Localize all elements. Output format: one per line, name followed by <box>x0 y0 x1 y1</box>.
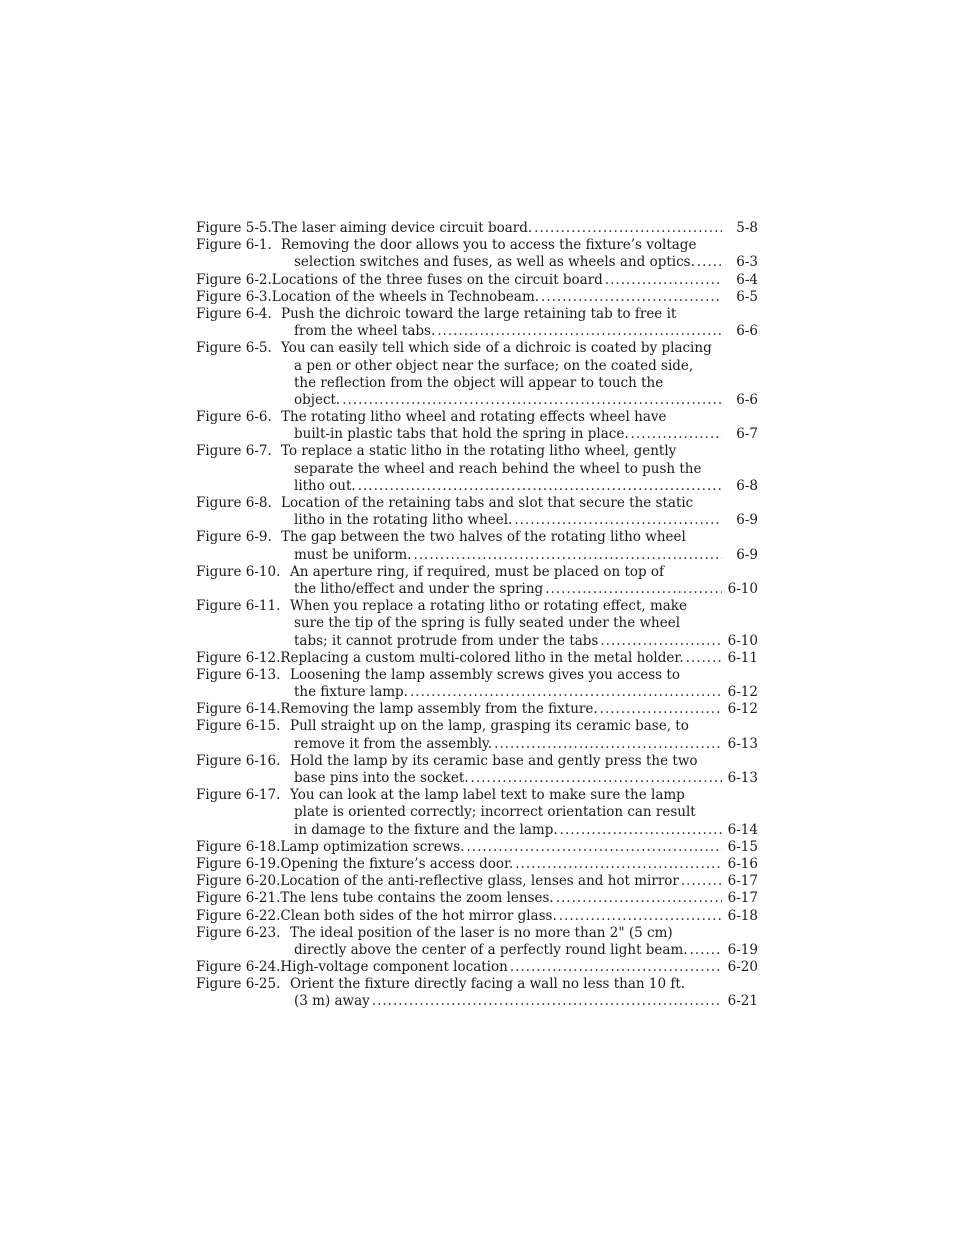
figure-entry-first-line <box>196 272 758 289</box>
figure-caption-text: tabs; it cannot protrude from under the tabs <box>294 632 599 649</box>
figure-caption-text: Hold the lamp by its ceramic base and gently press the two <box>290 752 698 769</box>
page-number: 6-8 <box>736 477 758 494</box>
figure-caption-text: Locations of the three fuses on the circuit board <box>271 271 603 288</box>
page-number: 5-8 <box>736 220 758 236</box>
figure-label: Figure 6-8. <box>196 495 272 511</box>
figure-entry-first-line <box>196 856 758 873</box>
figure-entry[interactable] <box>196 495 758 529</box>
figure-entry[interactable] <box>196 787 758 839</box>
figure-entry-first-line <box>196 529 758 546</box>
page-number: 6-3 <box>736 254 758 271</box>
dot-leader <box>600 701 722 718</box>
dot-leader <box>342 392 722 409</box>
dot-leader <box>631 426 722 443</box>
figure-entry-first-line <box>196 409 758 426</box>
dot-leader <box>690 942 722 959</box>
figure-caption-text: sure the tip of the spring is fully seated under the wheel <box>294 615 681 632</box>
figure-entry-first-line <box>196 839 758 856</box>
dot-leader <box>556 890 722 907</box>
figure-caption-text: Location of the anti-reflective glass, lenses and hot mirror <box>280 873 679 890</box>
dot-leader <box>559 908 722 925</box>
figure-caption-text: plate is oriented correctly; incorrect orientation can result <box>294 804 696 821</box>
figure-entry-continuation <box>196 581 758 598</box>
figure-entry-continuation <box>196 323 758 340</box>
figure-caption-text: Lamp optimization screws. <box>280 838 465 855</box>
dot-leader <box>541 289 722 306</box>
figure-entry-continuation <box>196 478 758 495</box>
dot-leader <box>510 959 722 976</box>
figure-label: Figure 6-6. <box>196 409 272 426</box>
figure-entry-continuation <box>196 461 758 478</box>
figure-caption-text: separate the wheel and reach behind the wheel to push the <box>294 460 702 477</box>
figure-entry-first-line <box>196 701 758 718</box>
figure-entry[interactable] <box>196 598 758 650</box>
figure-entry-first-line <box>196 306 758 323</box>
figure-caption-text: (3 m) away <box>294 993 370 1010</box>
figure-entry[interactable] <box>196 564 758 598</box>
page-number: 6-9 <box>736 546 758 563</box>
figure-caption-text: base pins into the socket. <box>294 770 469 786</box>
figure-entry-continuation <box>196 942 758 959</box>
figure-entry-first-line <box>196 650 758 667</box>
figure-label: Figure 6-1. <box>196 237 272 254</box>
page-number: 6-12 <box>727 701 758 718</box>
page-number: 6-12 <box>727 684 758 701</box>
figure-entry-first-line <box>196 443 758 460</box>
page-number: 6-9 <box>736 512 758 529</box>
figure-entry-continuation <box>196 358 758 375</box>
page-number: 6-10 <box>727 632 758 649</box>
figure-entry-continuation <box>196 822 758 839</box>
figure-entry[interactable] <box>196 443 758 495</box>
figure-entry-continuation <box>196 633 758 650</box>
dot-leader <box>686 650 722 667</box>
figure-entry[interactable] <box>196 289 758 306</box>
figure-label: Figure 5-5. <box>196 220 272 236</box>
figure-caption-text: remove it from the assembly. <box>294 735 493 752</box>
figure-caption-text: selection switches and fuses, as well as wheels and optics. <box>294 254 695 271</box>
dot-leader <box>515 856 722 873</box>
figure-label: Figure 6-3. <box>196 288 272 305</box>
dot-leader <box>494 736 722 753</box>
figure-caption-text: Replacing a custom multi-colored litho in the metal holder. <box>280 649 684 666</box>
figure-caption-text: must be uniform. <box>294 546 412 563</box>
figure-entry-first-line <box>196 908 758 925</box>
dot-leader <box>545 581 722 598</box>
figure-label: Figure 6-10. <box>196 563 281 580</box>
figure-caption-text: the litho/effect and under the spring <box>294 580 544 597</box>
figure-caption-text: Location of the wheels in Technobeam. <box>271 288 540 305</box>
dot-leader <box>372 993 722 1010</box>
figure-entry-first-line <box>196 667 758 684</box>
figure-entry-first-line <box>196 289 758 306</box>
figure-caption-text: litho in the rotating litho wheel. <box>294 512 513 529</box>
page-number: 6-13 <box>727 770 758 786</box>
page-number: 6-17 <box>727 890 758 907</box>
figure-entry[interactable] <box>196 718 758 752</box>
figure-entry[interactable] <box>196 753 758 787</box>
figure-label: Figure 6-11. <box>196 598 281 615</box>
figure-caption-text: You can easily tell which side of a dichroic is coated by placing <box>281 340 712 357</box>
dot-leader <box>605 272 722 289</box>
dot-leader <box>437 323 722 340</box>
figure-caption-text: in damage to the fixture and the lamp. <box>294 821 558 838</box>
figure-entry-continuation <box>196 804 758 821</box>
figure-entry-continuation <box>196 512 758 529</box>
figure-entry-first-line <box>196 564 758 581</box>
figure-caption-text: Removing the door allows you to access the fixture’s voltage <box>281 237 697 254</box>
figure-caption-text: The gap between the two halves of the rotating litho wheel <box>281 529 686 546</box>
figure-entry[interactable] <box>196 925 758 959</box>
figure-entry[interactable] <box>196 701 758 718</box>
list-of-figures <box>196 220 758 1011</box>
dot-leader <box>560 822 722 839</box>
page-number: 6-11 <box>727 649 758 666</box>
figure-label: Figure 6-18. <box>196 838 281 855</box>
figure-caption-text: Loosening the lamp assembly screws gives you access to <box>290 666 680 683</box>
page-number: 6-18 <box>727 907 758 924</box>
figure-entry[interactable] <box>196 306 758 340</box>
figure-entry-first-line <box>196 718 758 735</box>
dot-leader <box>358 478 722 495</box>
figure-entry-continuation <box>196 736 758 753</box>
figure-entry[interactable] <box>196 890 758 907</box>
figure-label: Figure 6-12. <box>196 649 281 666</box>
figure-label: Figure 6-23. <box>196 924 281 941</box>
figure-caption-text: Opening the fixture’s access door. <box>280 855 514 872</box>
figure-label: Figure 6-7. <box>196 443 272 460</box>
figure-entry[interactable] <box>196 529 758 563</box>
figure-caption-text: directly above the center of a perfectly round light beam. <box>294 941 688 958</box>
figure-entry-first-line <box>196 925 758 942</box>
figure-caption-text: The laser aiming device circuit board. <box>271 220 533 236</box>
page-number: 6-4 <box>736 271 758 288</box>
figure-caption-text: object. <box>294 391 341 408</box>
figure-entry-first-line <box>196 220 758 237</box>
figure-label: Figure 6-25. <box>196 976 281 993</box>
figure-entry[interactable] <box>196 959 758 976</box>
figure-entry-continuation <box>196 547 758 564</box>
figure-caption-text: a pen or other object near the surface; on the coated side, <box>294 357 694 374</box>
figure-label: Figure 6-14. <box>196 701 281 718</box>
dot-leader <box>534 220 722 237</box>
figure-entry-continuation <box>196 392 758 409</box>
figure-entry[interactable] <box>196 908 758 925</box>
figure-caption-text: Removing the lamp assembly from the fixture. <box>280 701 598 718</box>
figure-caption-text: from the wheel tabs. <box>294 323 436 340</box>
figure-label: Figure 6-21. <box>196 890 281 907</box>
dot-leader <box>471 770 722 787</box>
figure-caption-text: The ideal position of the laser is no more than 2" (5 cm) <box>290 924 673 941</box>
figure-label: Figure 6-9. <box>196 529 272 546</box>
figure-entry[interactable] <box>196 856 758 873</box>
figure-caption-text: High-voltage component location <box>280 959 508 976</box>
dot-leader <box>466 839 722 856</box>
figure-caption-text: You can look at the lamp label text to make sure the lamp <box>290 787 685 804</box>
figure-caption-text: Clean both sides of the hot mirror glass. <box>280 907 557 924</box>
page-number: 6-5 <box>736 288 758 305</box>
figure-entry[interactable] <box>196 409 758 443</box>
page-number: 6-19 <box>727 941 758 958</box>
figure-entry-continuation <box>196 254 758 271</box>
figure-caption-text: To replace a static litho in the rotating litho wheel, gently <box>281 443 677 460</box>
page-number: 6-16 <box>727 855 758 872</box>
figure-entry[interactable] <box>196 272 758 289</box>
page-number: 6-17 <box>727 873 758 890</box>
figure-entry-first-line <box>196 753 758 770</box>
figure-entry-continuation <box>196 615 758 632</box>
figure-label: Figure 6-20. <box>196 873 281 890</box>
figure-label: Figure 6-16. <box>196 752 281 769</box>
figure-entry[interactable] <box>196 340 758 409</box>
figure-entry-first-line <box>196 340 758 357</box>
figure-entry[interactable] <box>196 237 758 271</box>
dot-leader <box>413 547 722 564</box>
dot-leader <box>600 633 722 650</box>
figure-entry[interactable] <box>196 220 758 237</box>
dot-leader <box>514 512 722 529</box>
figure-caption-text: Push the dichroic toward the large retaining tab to free it <box>281 305 677 322</box>
figure-caption-text: the fixture lamp. <box>294 684 408 701</box>
figure-entry-continuation <box>196 375 758 392</box>
dot-leader <box>697 254 722 271</box>
page-number: 6-7 <box>736 426 758 443</box>
figure-label: Figure 6-22. <box>196 907 281 924</box>
figure-entry-first-line <box>196 976 758 993</box>
figure-entry-first-line <box>196 598 758 615</box>
page-number: 6-13 <box>727 735 758 752</box>
dot-leader <box>410 684 722 701</box>
figure-entry-first-line <box>196 959 758 976</box>
figure-label: Figure 6-4. <box>196 305 272 322</box>
figure-entry[interactable] <box>196 873 758 890</box>
page-number: 6-10 <box>727 580 758 597</box>
figure-entry-continuation <box>196 426 758 443</box>
figure-label: Figure 6-24. <box>196 959 281 976</box>
figure-entry-first-line <box>196 873 758 890</box>
figure-caption-text: the reflection from the object will appear to touch the <box>294 374 664 391</box>
figure-label: Figure 6-2. <box>196 271 272 288</box>
figure-entry[interactable] <box>196 839 758 856</box>
figure-caption-text: Location of the retaining tabs and slot that secure the static <box>281 495 694 511</box>
figure-entry-first-line <box>196 787 758 804</box>
figure-caption-text: Orient the fixture directly facing a wall no less than 10 ft. <box>290 976 686 993</box>
page-number: 6-20 <box>727 959 758 976</box>
figure-caption-text: Pull straight up on the lamp, grasping its ceramic base, to <box>290 718 689 735</box>
figure-caption-text: When you replace a rotating litho or rotating effect, make <box>290 598 687 615</box>
figure-entry-first-line <box>196 890 758 907</box>
figure-caption-text: The rotating litho wheel and rotating effects wheel have <box>281 409 667 426</box>
figure-entry[interactable] <box>196 650 758 667</box>
figure-entry-first-line <box>196 495 758 512</box>
page-number: 6-14 <box>727 821 758 838</box>
figure-entry[interactable] <box>196 976 758 1010</box>
figure-entry-continuation <box>196 770 758 787</box>
figure-label: Figure 6-13. <box>196 666 281 683</box>
page-number: 6-6 <box>736 391 758 408</box>
page-number: 6-6 <box>736 323 758 340</box>
figure-caption-text: litho out. <box>294 477 356 494</box>
figure-label: Figure 6-17. <box>196 787 281 804</box>
figure-entry-continuation <box>196 684 758 701</box>
figure-caption-text: The lens tube contains the zoom lenses. <box>280 890 554 907</box>
figure-entry[interactable] <box>196 667 758 701</box>
figure-entry-first-line <box>196 237 758 254</box>
figure-entry-continuation <box>196 993 758 1010</box>
dot-leader <box>681 873 722 890</box>
figure-label: Figure 6-19. <box>196 855 281 872</box>
figure-label: Figure 6-5. <box>196 340 272 357</box>
page-number: 6-15 <box>727 838 758 855</box>
figure-caption-text: An aperture ring, if required, must be placed on top of <box>290 563 665 580</box>
page-number: 6-21 <box>727 993 758 1010</box>
figure-label: Figure 6-15. <box>196 718 281 735</box>
figure-caption-text: built-in plastic tabs that hold the spring in place. <box>294 426 629 443</box>
